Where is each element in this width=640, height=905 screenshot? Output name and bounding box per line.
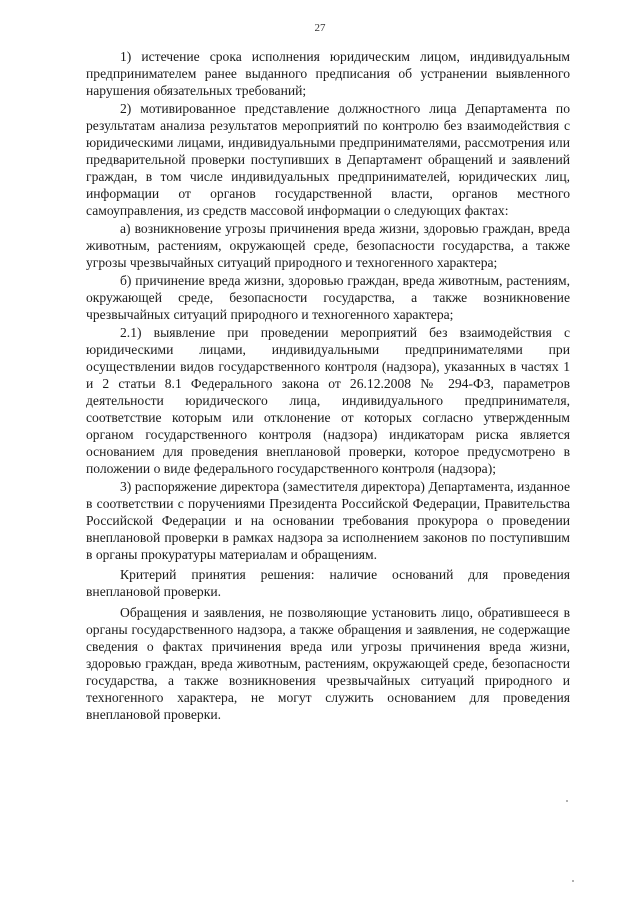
scan-speck [566,800,568,802]
paragraph-item-3: 3) распоряжение директора (заместителя директора) Департамента, изданное в соответствии с поручениями Президента Российской Федерации, Правительства Российской Федерации и на основании требования прокурора о проведении внеплановой проверки в рамках надзора за исполнением законов по поступившим в органы прокуратуры материалам и обращениям. [86,478,570,563]
paragraph-subitem-b: б) причинение вреда жизни, здоровью граждан, вреда животным, растениям, окружающей среде, безопасности государства, а также возникновение чрезвычайных ситуаций природного и техногенного характера; [86,272,570,322]
scan-speck [572,880,574,882]
paragraph-appeals: Обращения и заявления, не позволяющие установить лицо, обратившееся в органы государственного надзора, а также обращения и заявления, не содержащие сведения о фактах причинения вреда или угрозы причинения вреда жизни, здоровью граждан, вреда животным, растениям, окружающей среде, безопасности государства, а также возникновения чрезвычайных ситуаций природного и техногенного характера, не могут служить основанием для проведения внеплановой проверки. [86,604,570,723]
paragraph-decision-criterion: Критерий принятия решения: наличие оснований для проведения внеплановой проверки. [86,567,570,600]
paragraph-subitem-a: а) возникновение угрозы причинения вреда жизни, здоровью граждан, вреда животным, растениям, окружающей среде, безопасности государства, а также угрозы чрезвычайных ситуаций природного и техногенного характера; [86,220,570,271]
paragraph-item-2-1: 2.1) выявление при проведении мероприятий без взаимодействия с юридическими лицами, индивидуальными предпринимателями при осуществлении видов государственного контроля (надзора), указанных в частях 1 и 2 статьи 8.1 Федерального закона от 26.12.2008 № 294-ФЗ, параметров деятельности юридического лица, индивидуального предпринимателя, соответствие которым или отклонение от которых согласно утвержденным органом государственного контроля (надзора) индикаторам риска является основанием для проведения внеплановой проверки, которое предусмотрено в положении о виде федерального государственного контроля (надзора); [86,324,570,477]
document-body [86,48,570,723]
page-number: 27 [314,22,326,34]
paragraph-item-1: 1) истечение срока исполнения юридическим лицом, индивидуальным предпринимателем ранее выданного предписания об устранении выявленного нарушения обязательных требований; [86,49,570,99]
paragraph-item-2: 2) мотивированное представление должностного лица Департамента по результатам анализа результатов мероприятий по контролю без взаимодействия с юридическими лицами, индивидуальными предпринимателями, рассмотрения или предварительной проверки поступивших в Департамент обращений и заявлений граждан, в том числе индивидуальных предпринимателей, юридических лиц, информации от органов государственной власти, органов местного самоуправления, из средств массовой информации о следующих фактах: [86,100,570,219]
